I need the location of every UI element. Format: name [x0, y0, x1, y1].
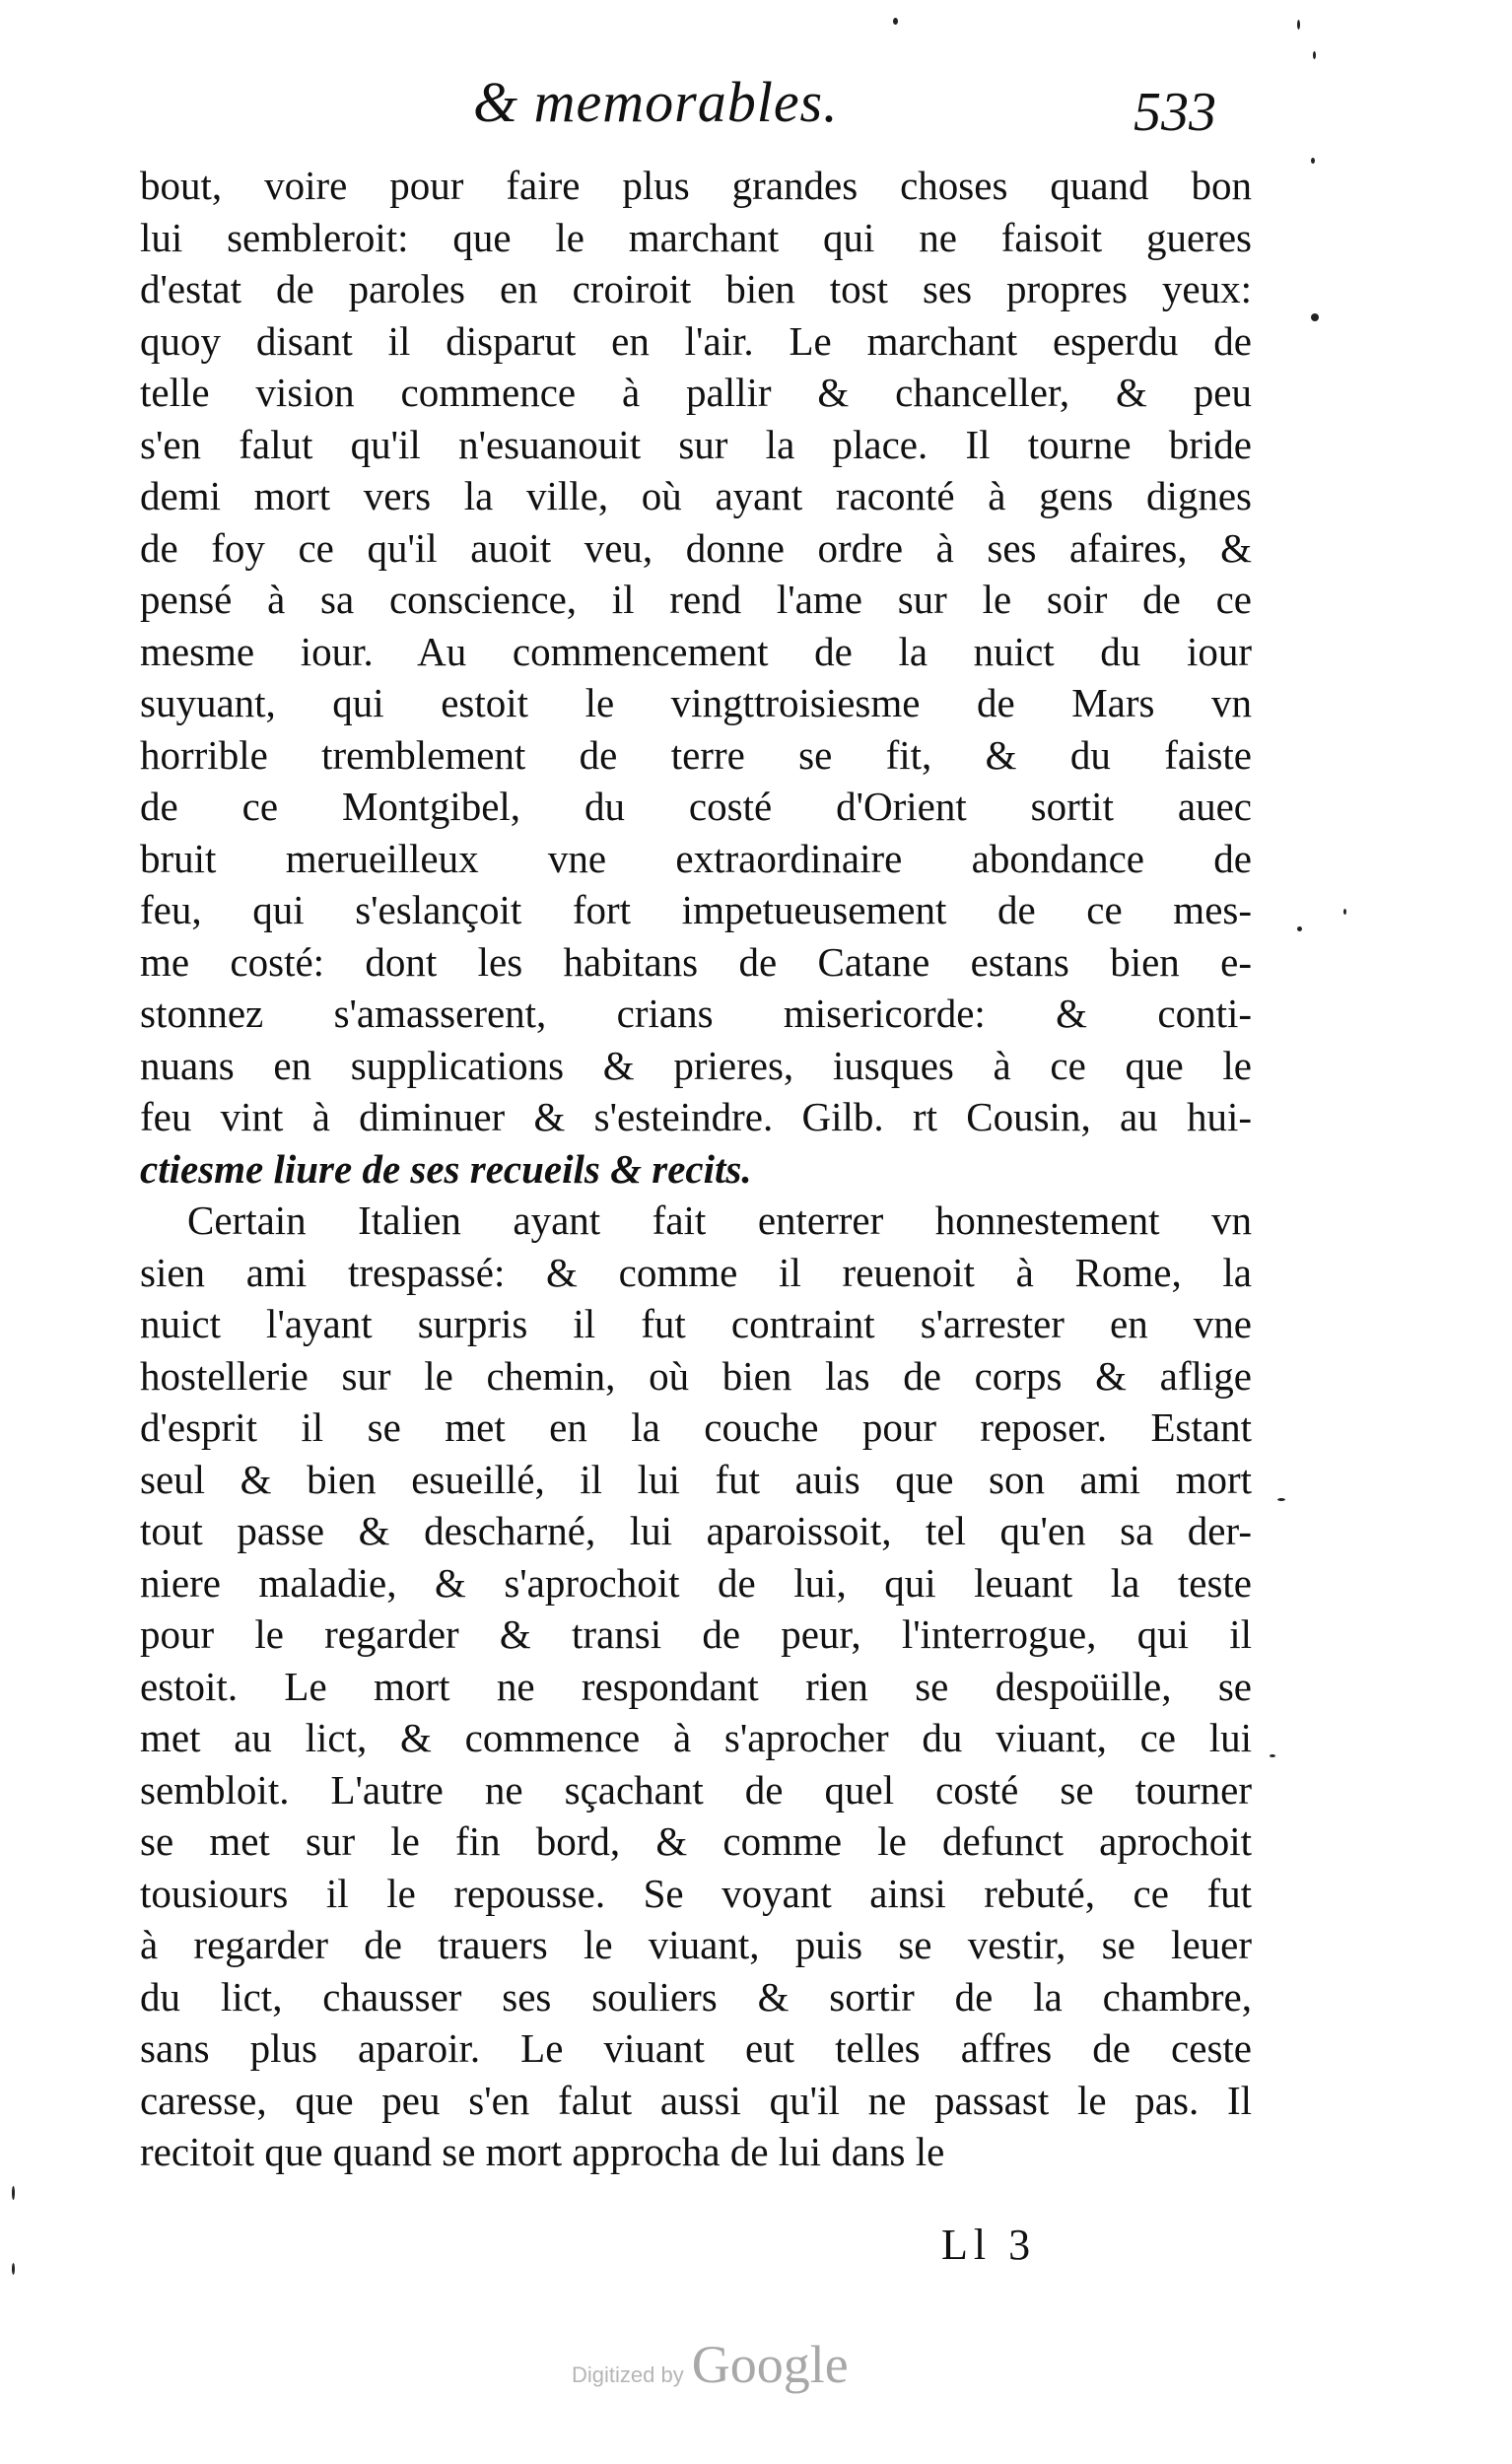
text-line: caresse, que peu s'en falut aussi qu'il ne passast le pas. Il [140, 2077, 1252, 2123]
text-line: d'esprit il se met en la couche pour reposer. Estant [140, 1404, 1252, 1450]
scan-speck [1343, 909, 1346, 915]
text-line: quoy disant il disparut en l'air. Le marchant esperdu de [140, 317, 1252, 364]
text-line: met au lict, & commence à s'aprocher du viuant, ce lui [140, 1715, 1252, 1760]
page-number: 533 [1134, 82, 1216, 143]
text-line: seul & bien esueillé, il lui fut auis que son ami mort [140, 1456, 1252, 1502]
scan-speck [12, 2186, 15, 2200]
scan-speck [1313, 51, 1316, 59]
text-line: recitoit que quand se mort approcha de lui dans le [140, 2129, 945, 2174]
digitized-watermark [572, 2334, 849, 2395]
body-text [140, 160, 1252, 2178]
text-line: feu, qui s'eslançoit fort impetueusement de ce mes- [140, 887, 1252, 932]
text-line: sien ami trespassé: & comme il reuenoit à Rome, la [140, 1249, 1252, 1295]
text-line: se met sur le fin bord, & comme le defunct aprochoit [140, 1818, 1252, 1864]
text-line: sembloit. L'autre ne sçachant de quel costé se tourner [140, 1766, 1252, 1813]
text-line: du lict, chausser ses souliers & sortir de la chambre, [140, 1973, 1252, 2019]
text-line: nuans en supplications & prieres, iusques à ce que le [140, 1042, 1252, 1088]
text-line: bout, voire pour faire plus grandes choses quand bon [140, 163, 1252, 208]
text-line: lui sembleroit: que le marchant qui ne faisoit gueres [140, 214, 1252, 260]
text-line: tout passe & descharné, lui aparoissoit, tel qu'en sa der- [140, 1508, 1252, 1553]
scan-speck [1270, 1754, 1275, 1757]
text-line: mesme iour. Au commencement de la nuict du iour [140, 628, 1252, 674]
text-line: niere maladie, & s'aprochoit de lui, qui leuant la teste [140, 1559, 1252, 1606]
text-line: stonnez s'amasserent, crians misericorde: & conti- [140, 991, 1252, 1036]
text-line: bruit merueilleux vne extraordinaire abondance de [140, 835, 1252, 881]
paragraph-start-line: Certain Italien ayant fait enterrer honnestement vn [187, 1198, 1252, 1243]
text-line: à regarder de trauers le viuant, puis se vestir, se leuer [140, 1922, 1252, 1967]
text-line: telle vision commence à pallir & chanceller, & peu [140, 370, 1252, 415]
watermark-prefix: Digitized by [572, 2362, 684, 2387]
scan-speck [1277, 1498, 1285, 1501]
scan-speck [1311, 313, 1319, 321]
scan-speck [893, 18, 898, 25]
google-logo: Google [691, 2335, 849, 2394]
text-line: hostellerie sur le chemin, où bien las de corps & aflige [140, 1352, 1252, 1399]
citation-line: ctiesme liure de ses recueils & recits. [140, 1145, 752, 1192]
text-line: estoit. Le mort ne respondant rien se despoüille, se [140, 1663, 1252, 1709]
signature-mark: Ll 3 [941, 2221, 1037, 2269]
scan-speck [12, 2263, 15, 2275]
text-line: me costé: dont les habitans de Catane estans bien e- [140, 938, 1252, 985]
text-line: nuict l'ayant surpris il fut contraint s'arrester en vne [140, 1301, 1252, 1346]
scan-speck [1297, 926, 1302, 931]
text-line: demi mort vers la ville, où ayant raconté à gens dignes [140, 473, 1252, 518]
text-line: pensé à sa conscience, il rend l'ame sur le soir de ce [140, 577, 1252, 622]
text-line: sans plus aparoir. Le viuant eut telles affres de ceste [140, 2025, 1252, 2071]
running-title: & memorables. [473, 70, 839, 134]
text-line: d'estat de paroles en croiroit bien tost ses propres yeux: [140, 266, 1252, 311]
text-line: suyuant, qui estoit le vingttroisiesme de Mars vn [140, 680, 1252, 725]
text-line: de foy ce qu'il auoit veu, donne ordre à ses afaires, & [140, 524, 1252, 571]
text-line: tousiours il le repousse. Se voyant ainsi rebuté, ce fut [140, 1870, 1252, 1916]
text-line: pour le regarder & transi de peur, l'interrogue, qui il [140, 1611, 1252, 1657]
text-line: horrible tremblement de terre se fit, & du faiste [140, 731, 1252, 778]
text-line: de ce Montgibel, du costé d'Orient sortit auec [140, 784, 1252, 829]
scan-speck [1297, 20, 1300, 30]
text-line: s'en falut qu'il n'esuanouit sur la place. Il tourne bride [140, 421, 1252, 467]
scan-speck [1311, 158, 1315, 164]
text-line: feu vint à diminuer & s'esteindre. Gilb. rt Cousin, au hui- [140, 1094, 1252, 1139]
